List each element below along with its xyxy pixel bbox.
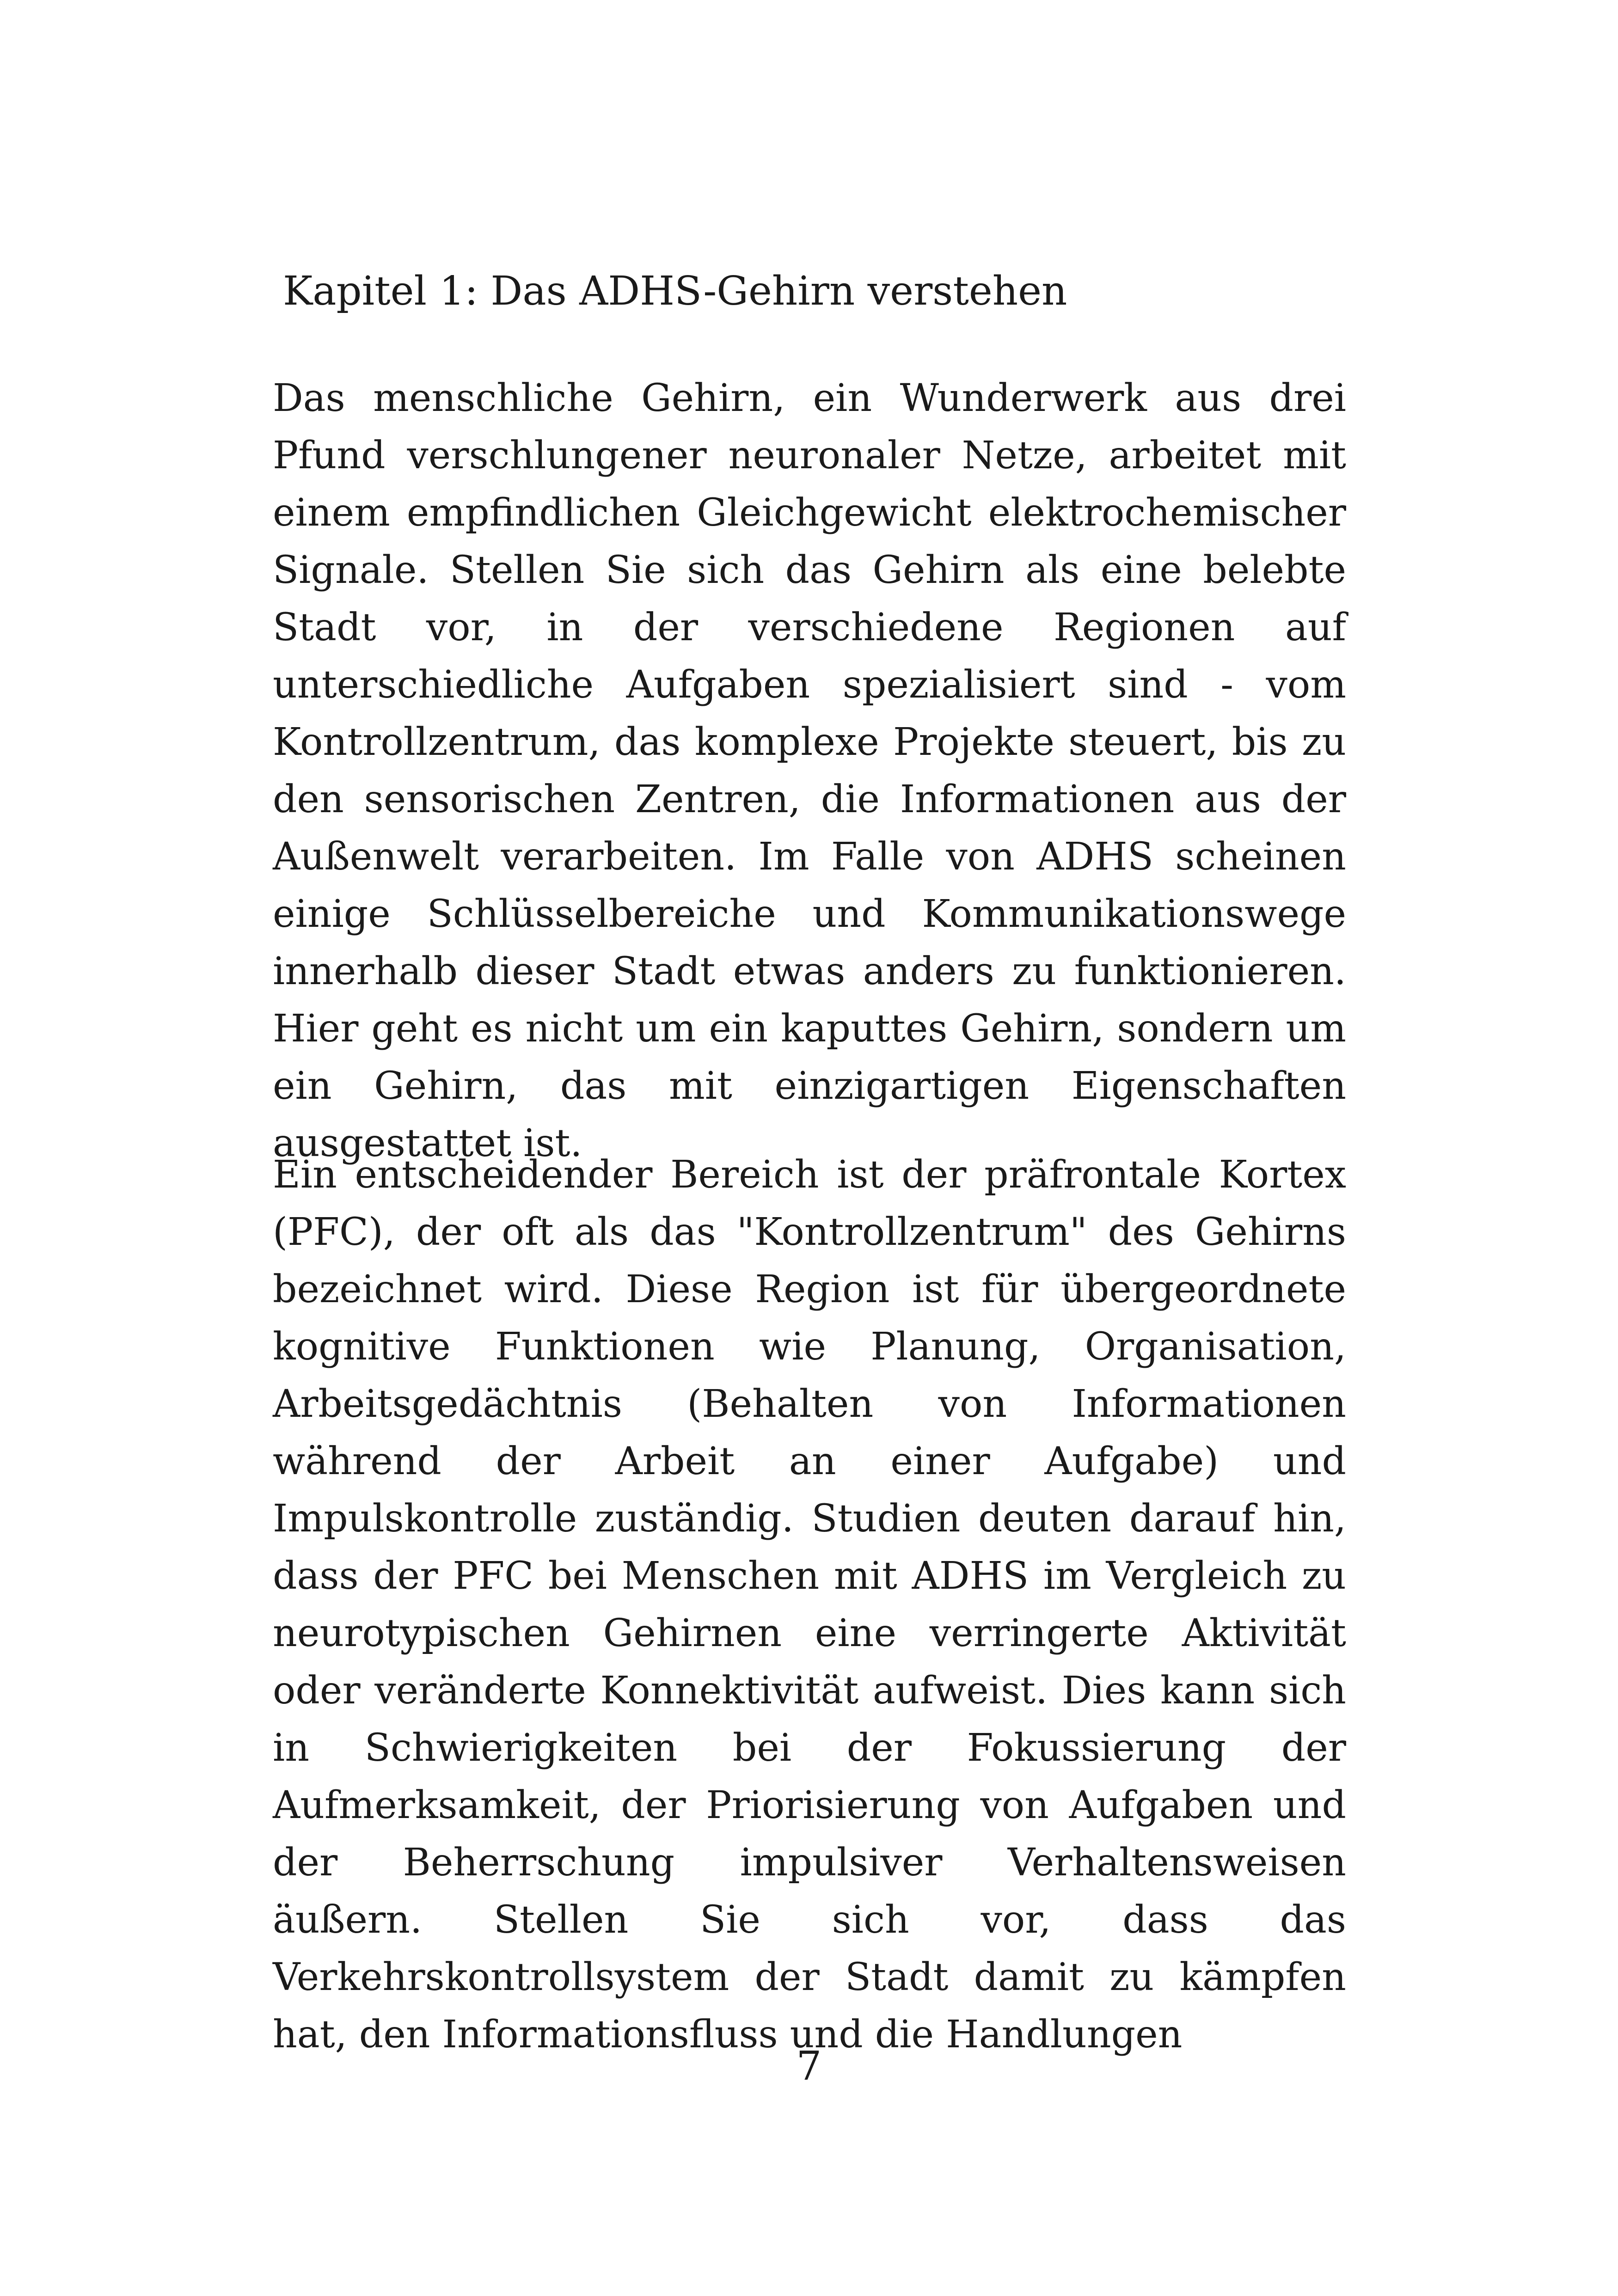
paragraph-prefrontal-cortex: Ein entscheidender Bereich ist der präfrontale Kortex (PFC), der oft als das "Kontrollzentrum" des Gehirns bezeichnet wird. Diese Region ist für übergeordnete kognitive Funktionen wie Planung, Organisation, Arbeitsgedächtnis (Behalten von Informationen während der Arbeit an einer Aufgabe) und Impulskontrolle zuständig. Studien deuten darauf hin, dass der PFC bei Menschen mit ADHS im Vergleich zu neurotypischen Gehirnen eine verringerte Aktivität oder veränderte Konnektivität aufweist. Dies kann sich in Schwierigkeiten bei der Fokussierung der Aufmerksamkeit, der Priorisierung von Aufgaben und der Beherrschung impulsiver Verhaltensweisen äußern. Stellen Sie sich vor, dass das Verkehrskontrollsystem der Stadt damit zu kämpfen hat, den Informationsfluss und die Handlungen: [273, 1153, 1346, 2057]
chapter-title: Kapitel 1: Das ADHS-Gehirn verstehen: [283, 268, 1067, 314]
page-number: 7: [796, 2043, 822, 2089]
paragraph-brain-city: Das menschliche Gehirn, ein Wunderwerk aus drei Pfund verschlungener neuronaler Netze, arbeitet mit einem empfindlichen Gleichgewicht elektrochemischer Signale. Stellen Sie sich das Gehirn als eine belebte Stadt vor, in der verschiedene Regionen auf unterschiedliche Aufgaben spezialisiert sind - vom Kontrollzentrum, das komplexe Projekte steuert, bis zu den sensorischen Zentren, die Informationen aus der Außenwelt verarbeiten. Im Falle von ADHS scheinen einige Schlüsselbereiche und Kommunikationswege innerhalb dieser Stadt etwas anders zu funktionieren. Hier geht es nicht um ein kaputtes Gehirn, sondern um ein Gehirn, das mit einzigartigen Eigenschaften ausgestattet ist.: [273, 376, 1346, 1165]
